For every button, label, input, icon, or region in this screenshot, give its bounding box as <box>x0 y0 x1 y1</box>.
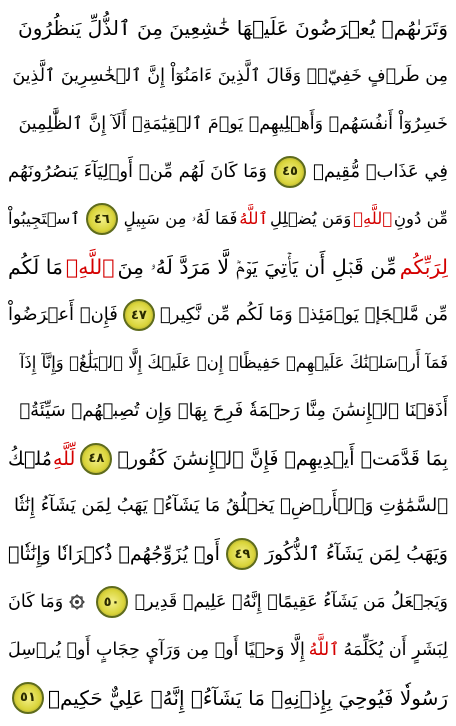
verse-text: مُلۡكُ <box>8 447 52 470</box>
verse-text: إِلَّا وَحۡيًا أَوۡ مِن وَرَآيِٕ حِجَابٍ أَوۡ يُرۡسِلَ <box>8 639 305 660</box>
divine-name-word: ٱللَّهِۗ <box>353 209 393 229</box>
ayah-end-marker-icon <box>96 586 128 618</box>
ayah-number: ٤٨ <box>88 451 105 467</box>
verse-text: فِي عَذَابٖ مُّقِيمٖ <box>313 160 448 182</box>
text-lines <box>8 6 448 720</box>
ayah-number: ٤٩ <box>234 546 251 562</box>
text-line <box>8 341 448 385</box>
text-line <box>8 437 448 481</box>
verse-text: مِّن دُونِ <box>393 209 448 229</box>
ayah-number: ٤٦ <box>93 211 110 227</box>
ayah-end-marker-icon <box>274 156 306 188</box>
ayah-end-marker-icon <box>86 203 118 235</box>
verse-text: وَتَرَىٰهُمۡ يُعۡرَضُونَ عَلَيۡهَا خَٰشِعِينَ مِنَ ٱلذُّلِّ يَنظُرُونَ <box>18 16 448 40</box>
verse-text: مِن طَرۡفٍ خَفِيّٖۗ وَقَالَ ٱلَّذِينَ ءَامَنُوٓاْ إِنَّ ٱلۡخَٰسِرِينَ ٱلَّذِينَ <box>12 65 448 86</box>
verse-text: وَيَهَبُ لِمَن يَشَآءُ ٱلذُّكُورَ <box>264 543 448 566</box>
verse-text: خَسِرُوٓاْ أَنفُسَهُمۡ وَأَهۡلِيهِمۡ يَوۡمَ ٱلۡقِيَٰمَةِۗ أَلَآ إِنَّ ٱلظَّٰلِمِينَ <box>18 113 448 134</box>
text-line <box>8 245 448 289</box>
ayah-number: ٥١ <box>20 690 36 706</box>
text-line <box>8 6 448 50</box>
verse-text: ٱسۡتَجِيبُواْ <box>8 209 81 229</box>
ayah-number: ٤٥ <box>282 164 298 180</box>
verse-text: مِّن قَبۡلِ أَن يَأۡتِيَ يَوۡمٞ لَّا مَرَدَّ لَهُۥ مِنَ <box>117 255 397 280</box>
text-line <box>8 102 448 146</box>
text-line <box>8 389 448 433</box>
verse-text: لِبَشَرٍ أَن يُكَلِّمَهُ <box>343 639 448 660</box>
verse-text: مَا لَكُم <box>8 255 63 280</box>
verse-text: وَمَن يُضۡلِلِ <box>269 209 352 229</box>
text-line <box>8 150 448 194</box>
divine-name-word: ٱللَّهِۚ <box>65 255 115 280</box>
ayah-end-marker-icon <box>12 682 44 714</box>
verse-text: فَمَآ أَرۡسَلۡنَٰكَ عَلَيۡهِمۡ حَفِيظًاۖ إِنۡ عَلَيۡكَ إِلَّا ٱلۡبَلَٰغُۗ وَإِنَّآ إِذَآ <box>19 352 448 372</box>
verse-text: أَوۡ يُزَوِّجُهُمۡ ذُكۡرَانٗا وَإِنَٰثٗاۖ <box>8 543 220 566</box>
divine-name-word: ٱللَّهُ <box>239 209 269 229</box>
ayah-end-marker-icon <box>226 538 258 570</box>
ayah-number: ٤٧ <box>130 307 147 323</box>
verse-text: فَإِنۡ أَعۡرَضُواْ <box>8 304 118 326</box>
text-line <box>8 628 448 672</box>
verse-text: وَمَا كَانَ <box>8 592 64 613</box>
text-line <box>8 54 448 98</box>
verse-text: ٱلسَّمَٰوَٰتِ وَٱلۡأَرۡضِۚ يَخۡلُقُ مَا يَشَآءُۚ يَهَبُ لِمَن يَشَآءُ إِنَٰثٗا <box>14 495 448 517</box>
ayah-end-marker-icon <box>80 443 112 475</box>
text-line <box>8 197 448 241</box>
verse-text: أَذَقۡنَا ٱلۡإِنسَٰنَ مِنَّا رَحۡمَةٗ فَرِحَ بِهَاۖ وَإِن تُصِبۡهُمۡ سَيِّئَةُۢ <box>19 399 448 421</box>
text-line <box>8 484 448 528</box>
verse-text: وَمَا كَانَ لَهُم مِّنۡ أَوۡلِيَآءَ يَنصُرُونَهُم <box>8 160 267 182</box>
text-line <box>8 580 448 624</box>
divine-name-word: لِرَبِّكُم <box>399 255 448 280</box>
rub-el-hizb-star-icon <box>69 594 85 610</box>
verse-text: وَيَجۡعَلُ مَن يَشَآءُ عَقِيمًاۚ إِنَّهُۥ عَلِيمٞ قَدِيرٞ <box>134 592 448 613</box>
verse-text: بِمَا قَدَّمَتۡ أَيۡدِيهِمۡ فَإِنَّ ٱلۡإِنسَٰنَ كَفُورٞ <box>117 447 448 470</box>
verse-text: مِّن مَّلۡجَإٖ يَوۡمَئِذٖ وَمَا لَكُم مِّن نَّكِيرٖ <box>159 304 448 326</box>
verse-text: رَسُولٗا فَيُوحِيَ بِإِذۡنِهِۦ مَا يَشَآءُۚ إِنَّهُۥ عَلِيٌّ حَكِيمٞ <box>47 685 448 710</box>
verse-text: فَمَا لَهُۥ مِن سَبِيلٍ <box>123 209 238 229</box>
text-line <box>8 293 448 337</box>
divine-name-word: لِّلَّهِ <box>53 447 76 470</box>
ayah-end-marker-icon <box>123 299 155 331</box>
text-line <box>8 676 448 720</box>
text-line <box>8 532 448 576</box>
ayah-number: ٥٠ <box>103 594 120 610</box>
divine-name-word: ٱللَّهُ <box>308 639 340 660</box>
